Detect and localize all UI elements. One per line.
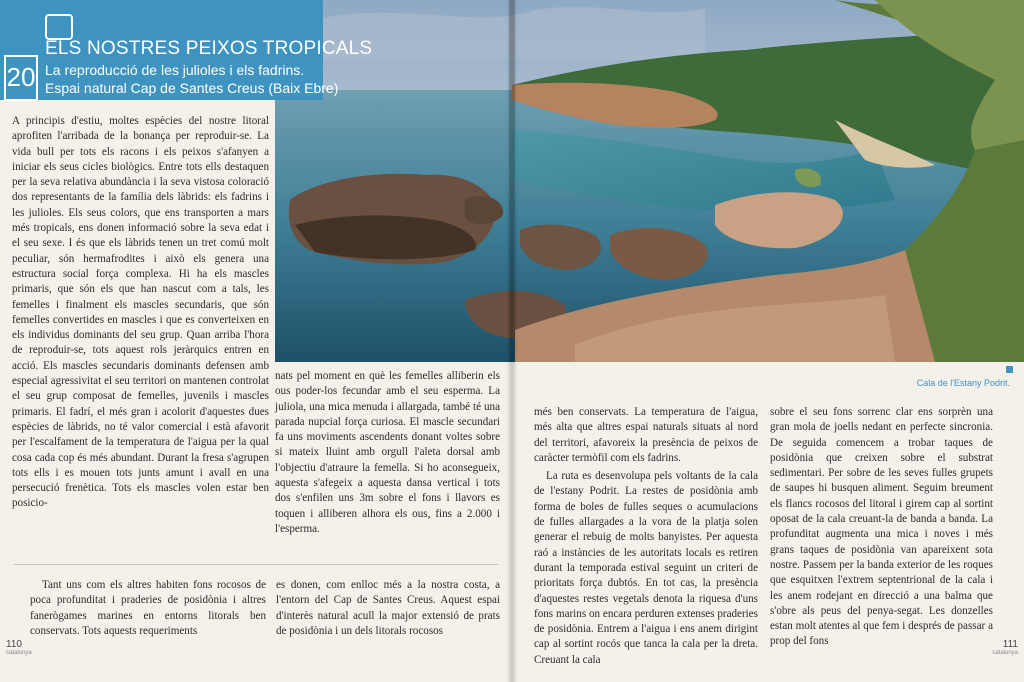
body-column-2 [275, 369, 500, 537]
paragraph: nats pel moment en què les femelles alliberin els ous poder-los fecundar amb el seu esperma. La juliola, una mica menuda i allargada, també té una parada nupcial força curiosa. El mascle secundari fa uns moviments ascendents donant voltes sobre si mateix lluint amb orgull l'aleta dorsal amb l'objectiu d'atraure la femella. Si ho aconsegueix, aquesta s'afegeix a aquesta dansa vertical i tots dos s'enfilen uns 3m sobre el fons i llavors es toquen i alliberen alhora els ous, fins a 2.000 i l'esperma. [275, 370, 500, 535]
paragraph: Tant uns com els altres habiten fons rocosos de poca profunditat i praderies de posidònia i altres fanerògames marines en entorns litorals ben conservats. Tots aquests requeriments [30, 579, 266, 637]
article-title: ELS NOSTRES PEIXOS TROPICALS [45, 38, 373, 59]
section-label: catalunya [6, 650, 32, 656]
body-column-6 [770, 405, 993, 650]
paragraph: sobre el seu fons sorrenc clar ens sorprèn una gran mola de joells nedant en perfecte sincronia. De seguida comencem a trobar taques de posidònia que creixen sobre el substrat sedimentari. Per sobre de les seves fulles grupets de saupes hi busquen aliment. Seguim breument els flancs rocosos del litoral i girem cap al sortint oposat de la cala creuant-la de banda a banda. La profunditat augmenta una mica i noves i més grans taques de posidònia van apareixent sota nostre. Passem per la banda exterior de les roques que esquitxen l'extrem septentrional de la cala i les anem rodejant en direcció a una balma que s'obre als peus del penya-segat. Les donzelles estan molt atentes al que fem i després de passar a prop del fons [770, 406, 993, 648]
section-divider [14, 564, 498, 565]
paragraph: es donen, com enlloc més a la nostra costa, a l'entorn del Cap de Santes Creus. Aquest espai d'interès natural acull la major extensió de prats de posidònia i un dels litorals rocosos [276, 579, 500, 637]
coastal-photo [275, 0, 1024, 362]
paragraph: A principis d'estiu, moltes espècies del nostre litoral aprofiten l'arribada de la bonança per reproduir-se. La vida bull per tots els racons i els peixos s'afanyen a iniciar els seus cicles biològics. Entre tots ells destaquen per la seva relativa abundància i la seva vistosa coloració dos representants de la família dels làbrids: els fadrins i les julioles. Els seus colors, que ens transporten a mars més tropicals, ens donen informació sobre la seva edat i el seu sexe. I és que els làbrids tenen un tret comú molt peculiar, són hermafrodites i això els genera una estructura social força complexa. Hi ha els mascles primaris, que són els que han nascut com a tals, les femelles i finalment els mascles secundaris, que són femelles convertides en mascles i que es converteixen en els individus dominants del seu grup. Quan arriba l'hora de reproduir-se, tots aquest rols jeràrquics entren en acció. Els mascles secundaris dominants defensen amb especial agressivitat el seu territori on mantenen controlat el seu grup composat de femelles, juvenils i mascles primaris. El fadrí, el més gran i acolorit d'aquestes dues espècies de làbrids, no té valor comercial i està afavorit per l'escalfament de la temperatura de l'aigua per la qual cosa cada cop és més abundant. Durant la fresa s'agrupen tots ells i es mouen tots junts amunt i avall en una persecució frenètica. Tots els mascles volen estar ben posicio- [12, 115, 269, 510]
diving-mask-icon [45, 14, 73, 40]
body-column-3 [30, 578, 266, 639]
body-column-5 [534, 405, 758, 668]
route-number: 20 [4, 55, 38, 101]
page-gutter [506, 0, 518, 682]
body-column-4 [276, 578, 500, 639]
article-header [0, 0, 373, 100]
section-label: catalunya [992, 650, 1018, 656]
article-location: Espai natural Cap de Santes Creus (Baix Ebre) [45, 80, 339, 96]
page-number: 111 [1002, 639, 1018, 650]
page-number: 110 [6, 639, 22, 650]
paragraph: més ben conservats. La temperatura de l'aigua, més alta que altres espai naturals situats al nord del territori, afavoreix la presència de peixos de caràcter termòfil com els fadrins. [534, 406, 758, 464]
folio-right [988, 639, 1018, 656]
cove-landscape-image [275, 0, 1024, 362]
article-subtitle: La reproducció de les julioles i els fadrins. [45, 62, 305, 78]
folio-left [6, 639, 32, 656]
body-column-1 [12, 114, 269, 512]
photo-caption: Cala de l'Estany Podrit. [916, 378, 1010, 388]
caption-marker [1006, 366, 1013, 373]
paragraph: La ruta es desenvolupa pels voltants de la cala de l'estany Podrit. La restes de posidònia amb forma de boles de fulles seques o acumulacions de fulles allargades a la vora de la platja solen generar el rebuig de molts banyistes. Per aquesta raó a instàncies de les autoritats locals es retiren durant la temporada estival seguint un criteri de prioritats força dubtós. En tot cas, la presència d'aquestes restes vegetals denota la riquesa d'uns fons marins on encara perduren extenses praderies de posidònia. Entrem a l'aigua i ens anem dirigint cap al sortint rocós que tanca la cala per la dreta. Creuant la cala [534, 470, 758, 666]
